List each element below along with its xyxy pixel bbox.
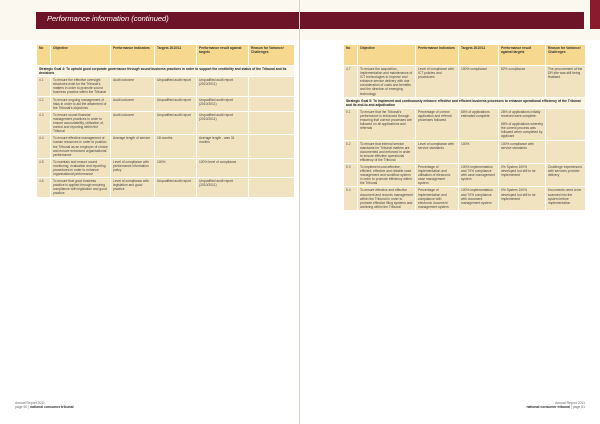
footer-report-title: Annual Report 2011 bbox=[555, 401, 585, 405]
col-reason-cell bbox=[249, 158, 295, 177]
header-col-reason: Reason for Variance/ Challenges bbox=[249, 45, 295, 66]
col-targets-cell: 80% of applications estimated complete bbox=[459, 108, 499, 140]
col-objective-cell: To ensure sound financial management practices in order to ensure accountability, utilisation of, control and reporting within the Tribunal bbox=[51, 111, 111, 134]
col-result-cell: Average length - was 31 months bbox=[197, 135, 249, 158]
strategic-goal-text: Strategic Goal 4: To uphold good corporate governance through sound business practices in order to support the credibility and status of the Tribunal and its decisions bbox=[37, 66, 295, 77]
col-reason-cell bbox=[546, 108, 586, 140]
col-targets-cell: Unqualified audit report bbox=[155, 77, 197, 96]
header-col-result: Performance result against targets bbox=[197, 45, 249, 66]
col-reason-cell: Documents need to be scanned into the system before implementation bbox=[546, 187, 586, 210]
col-result-cell: Unqualified audit report (2010/2011) bbox=[197, 77, 249, 96]
col-objective-cell: To implement cost-effective, efficient, effective and reliable case management and workflow system in order to promote efficiency within the Tribunal bbox=[358, 163, 416, 186]
footer-page-line: page 60 | national consumer tribunal bbox=[15, 405, 74, 410]
page-divider bbox=[299, 0, 300, 424]
corner-tab bbox=[590, 0, 600, 29]
table-row bbox=[37, 178, 295, 197]
table-row bbox=[344, 140, 586, 163]
performance-table-right bbox=[343, 44, 586, 211]
strategic-goal-row bbox=[344, 97, 586, 108]
col-reason-cell bbox=[546, 140, 586, 163]
strategic-goal-text: Strategic Goal 5: To implement and continuously enhance effective and efficient business processes to enhance operational efficiency of the Tribunal and its end-to-end adjudication bbox=[344, 97, 586, 108]
col-targets-cell: Unqualified audit report bbox=[155, 111, 197, 134]
col-reason-cell: Challenge experienced with services provider delivery bbox=[546, 163, 586, 186]
col-indicators-cell: Audit outcome bbox=[111, 111, 155, 134]
col-objective-cell: To ensure effective and effective document and records management within the Tribunal in order to promote effective filing systems and archiving within the Tribunal bbox=[358, 187, 416, 210]
col-no-cell: 4.4 bbox=[37, 135, 51, 158]
col-targets-cell: 100% bbox=[459, 140, 499, 163]
col-reason-cell bbox=[249, 178, 295, 197]
col-result-cell: 0% System 100% developed but still to be implemented bbox=[499, 163, 546, 186]
col-targets-cell: 100% implementation and 70% compliance with case management system bbox=[459, 163, 499, 186]
col-objective-cell: To ensure that good business practice is applied through ensuring compliance with legislation and good practice bbox=[51, 178, 111, 197]
col-no-cell: 4.7 bbox=[344, 66, 358, 98]
col-indicators-cell: Level of compliance with ICT policies and procedures bbox=[416, 66, 459, 98]
col-indicators-cell: Percentage of correct application and referral processes followed bbox=[416, 108, 459, 140]
footer-org-name: national consumer tribunal bbox=[30, 405, 74, 410]
col-no-cell: 4.6 bbox=[37, 178, 51, 197]
col-result-cell: 28% of applications initially received were complete. 68% of applications whereby the correct process was followed when completed by applicant bbox=[499, 108, 546, 140]
col-no-cell: 5.2 bbox=[344, 140, 358, 163]
col-objective-cell: To maintain and ensure sound monitoring, evaluation and reporting procedures in order to enhance organisational performance bbox=[51, 158, 111, 177]
header-col-objective: Objective bbox=[358, 45, 416, 66]
table-row bbox=[37, 77, 295, 96]
col-no-cell: 5.1 bbox=[344, 108, 358, 140]
col-reason-cell bbox=[249, 77, 295, 96]
col-objective-cell: To ensure that the Tribunal's performance is enhanced through ensuring that correct processes are followed on all applications and referrals bbox=[358, 108, 416, 140]
footer-left bbox=[15, 401, 74, 410]
table-row bbox=[344, 108, 586, 140]
header-col-no: No bbox=[344, 45, 358, 66]
table-row bbox=[344, 187, 586, 210]
col-targets-cell: Unqualified audit report bbox=[155, 96, 197, 111]
col-result-cell: 100% compliance with service standards bbox=[499, 140, 546, 163]
col-result-cell: 100% level of compliance bbox=[197, 158, 249, 177]
table-row bbox=[37, 135, 295, 158]
col-indicators-cell: Level of compliance with service standards bbox=[416, 140, 459, 163]
header-col-no: No bbox=[37, 45, 51, 66]
page-title: Performance information (continued) bbox=[47, 14, 169, 23]
col-objective-cell: To ensure effective management of human resources in order to position the Tribunal as an employer of choice and ensure enhanced organisational performance bbox=[51, 135, 111, 158]
performance-table-left bbox=[36, 44, 295, 198]
header-col-reason: Reason for Variance/ Challenges bbox=[546, 45, 586, 66]
col-indicators-cell: Percentage of implementation and utilisation of electronic case management system bbox=[416, 163, 459, 186]
col-result-cell: Unqualified audit report (2010/2011) bbox=[197, 178, 249, 197]
col-reason-cell bbox=[249, 111, 295, 134]
header-col-indicators: Performance Indicators bbox=[111, 45, 155, 66]
col-targets-cell: 18 months bbox=[155, 135, 197, 158]
col-no-cell: 5.3 bbox=[344, 163, 358, 186]
table-row bbox=[37, 96, 295, 111]
col-targets-cell: 100% compliance bbox=[459, 66, 499, 98]
footer-right bbox=[526, 401, 585, 410]
col-objective-cell: To ensure that internal service standards for Tribunal matters are documented and enforced in order to ensure effective operational efficiency of the Tribunal bbox=[358, 140, 416, 163]
col-no-cell: 4.5 bbox=[37, 158, 51, 177]
col-objective-cell: To ensure the acquisition, implementation and maintenance of ICT technologies to improve and enhance service delivery with due consideration of costs and benefits and the direction of emerging technology bbox=[358, 66, 416, 98]
col-targets-cell: Unqualified audit report bbox=[155, 178, 197, 197]
col-no-cell: 5.4 bbox=[344, 187, 358, 210]
col-reason-cell bbox=[249, 96, 295, 111]
strategic-goal-row bbox=[37, 66, 295, 77]
col-indicators-cell: Average length of service bbox=[111, 135, 155, 158]
col-reason-cell: The procurement of the DR site was still being finalised bbox=[546, 66, 586, 98]
col-no-cell: 4.3 bbox=[37, 111, 51, 134]
footer-report-title: Annual Report 2011 bbox=[15, 401, 45, 405]
col-indicators-cell: Level of compliance with legislation and good practice bbox=[111, 178, 155, 197]
col-objective-cell: To ensure ongoing management of risks in order to aid the attainment of the Tribunal's objectives bbox=[51, 96, 111, 111]
col-result-cell: 0% System 100% developed but still to be implemented bbox=[499, 187, 546, 210]
header-col-indicators: Performance Indicators bbox=[416, 45, 459, 66]
col-indicators-cell: Audit outcome bbox=[111, 77, 155, 96]
col-indicators-cell: Level of compliance with performance information policy bbox=[111, 158, 155, 177]
col-reason-cell bbox=[249, 135, 295, 158]
col-indicators-cell: Percentage of implementation and compliance with electronic document management system bbox=[416, 187, 459, 210]
table-header-row bbox=[344, 45, 586, 66]
col-targets-cell: 100% implementation and 70% compliance with document management system bbox=[459, 187, 499, 210]
header-col-targets: Targets 2010/11 bbox=[459, 45, 499, 66]
header-col-result: Performance result against targets bbox=[499, 45, 546, 66]
col-targets-cell: 100% bbox=[155, 158, 197, 177]
footer-page-line: national consumer tribunal | page 61 bbox=[526, 405, 585, 410]
col-no-cell: 4.2 bbox=[37, 96, 51, 111]
footer-org-name: national consumer tribunal bbox=[526, 405, 570, 410]
col-result-cell: Unqualified audit report (2010/2011) bbox=[197, 96, 249, 111]
col-objective-cell: To ensure the effective oversight structures exist for the Tribunal's matters in order to promote sound business practice within the Tribunal bbox=[51, 77, 111, 96]
col-result-cell: Unqualified audit report (2010/2011) bbox=[197, 111, 249, 134]
table-row bbox=[37, 158, 295, 177]
table-row bbox=[344, 66, 586, 98]
header-col-objective: Objective bbox=[51, 45, 111, 66]
col-indicators-cell: Audit outcome bbox=[111, 96, 155, 111]
header-col-targets: Targets 2010/11 bbox=[155, 45, 197, 66]
col-no-cell: 4.1 bbox=[37, 77, 51, 96]
table-header-row bbox=[37, 45, 295, 66]
table-row bbox=[344, 163, 586, 186]
table-row bbox=[37, 111, 295, 134]
footer-page-number: page 61 bbox=[572, 405, 585, 410]
col-result-cell: 82% compliance bbox=[499, 66, 546, 98]
footer-page-number: page 60 bbox=[15, 405, 28, 410]
